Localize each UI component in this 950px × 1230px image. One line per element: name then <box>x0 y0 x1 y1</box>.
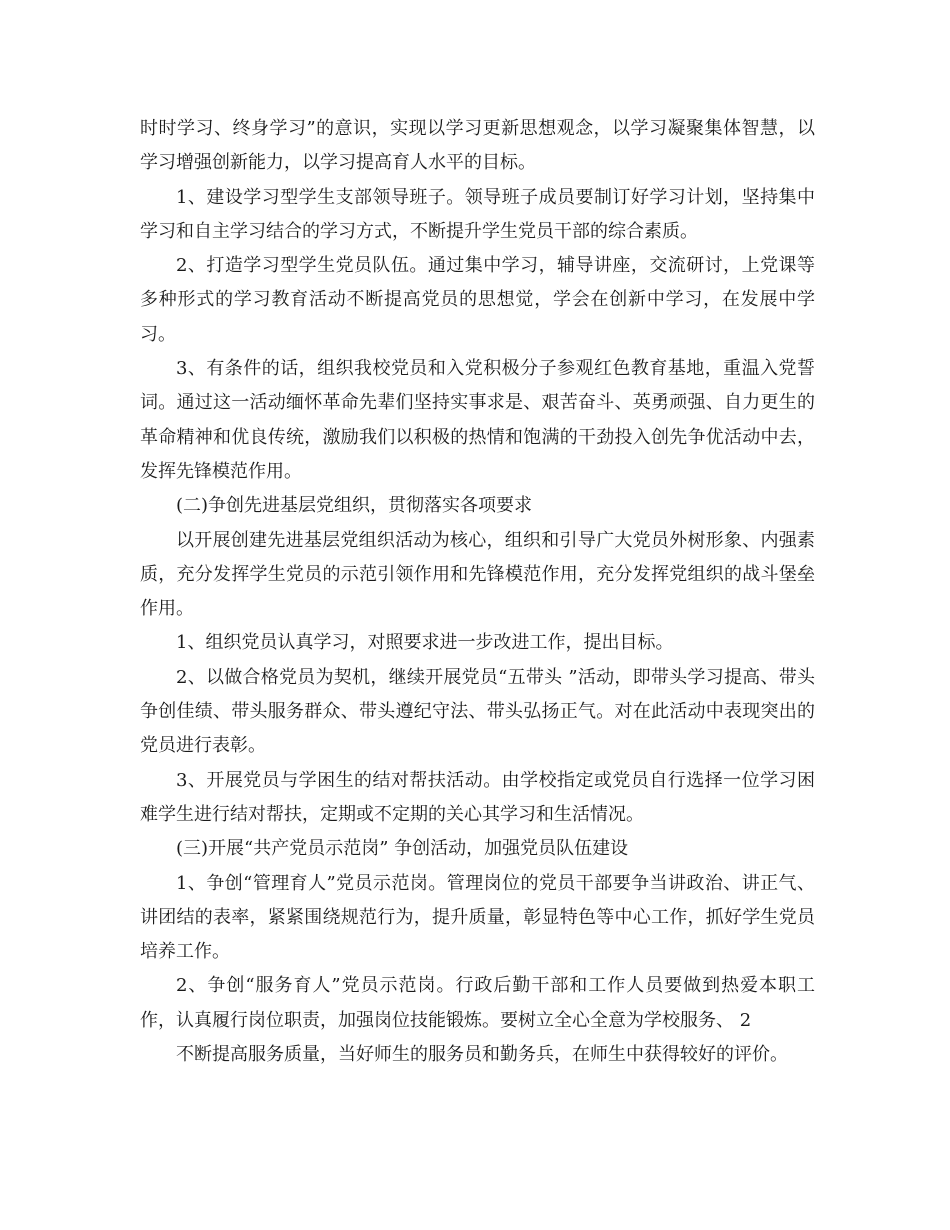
paragraph-10: 2、争创“服务育人”党员示范岗。行政后勤干部和工作人员要做到热爱本职工作，认真履行岗位职责，加强岗位技能锻炼。要树立全心全意为学校服务、 2 <box>140 975 815 1031</box>
paragraph-4: 3、有条件的话，组织我校党员和入党积极分子参观红色教育基地，重温入党誓词。通过这一活动缅怀革命先辈们坚持实事求是、艰苦奋斗、英勇顽强、自力更生的革命精神和优良传统，激励我们以积极的热情和饱满的干劲投入创先争优活动中去，发挥先锋模范作用。 <box>140 358 815 482</box>
paragraph-2: 1、建设学习型学生支部领导班子。领导班子成员要制订好学习计划，坚持集中学习和自主学习结合的学习方式，不断提升学生党员干部的综合素质。 <box>140 186 815 242</box>
paragraph-1: 时时学习、终身学习”的意识，实现以学习更新思想观念，以学习凝聚集体智慧，以学习增强创新能力，以学习提高育人水平的目标。 <box>140 118 815 174</box>
paragraph-11: 不断提高服务质量，当好师生的服务员和勤务兵，在师生中获得较好的评价。 <box>176 1044 788 1066</box>
paragraph-5: 以开展创建先进基层党组织活动为核心，组织和引导广大党员外树形象、内强素质，充分发挥学生党员的示范引领作用和先锋模范作用，充分发挥党组织的战斗堡垒作用。 <box>140 529 815 620</box>
paragraph-7: 2、以做合格党员为契机，继续开展党员“五带头 ”活动，即带头学习提高、带头争创佳绩、带头服务群众、带头遵纪守法、带头弘扬正气。对在此活动中表现突出的党员进行表彰。 <box>140 666 815 757</box>
paragraph-9: 1、争创“管理育人”党员示范岗。管理岗位的党员干部要争当讲政治、讲正气、讲团结的表率，紧紧围绕规范行为，提升质量，彰显特色等中心工作，抓好学生党员培养工作。 <box>140 872 815 963</box>
paragraph-8: 3、开展党员与学困生的结对帮扶活动。由学校指定或党员自行选择一位学习困难学生进行结对帮扶，定期或不定期的关心其学习和生活情况。 <box>140 769 815 825</box>
paragraph-6: 1、组织党员认真学习，对照要求进一步改进工作，提出目标。 <box>176 632 674 654</box>
section-heading-3: (三)开展“共产党员示范岗” 争创活动，加强党员队伍建设 <box>176 838 629 860</box>
paragraph-3: 2、打造学习型学生党员队伍。通过集中学习，辅导讲座，交流研讨，上党课等多种形式的学习教育活动不断提高党员的思想觉，学会在创新中学习，在发展中学习。 <box>140 255 815 345</box>
section-heading-2: (二)争创先进基层党组织，贯彻落实各项要求 <box>176 495 533 517</box>
document-body <box>140 112 815 1072</box>
